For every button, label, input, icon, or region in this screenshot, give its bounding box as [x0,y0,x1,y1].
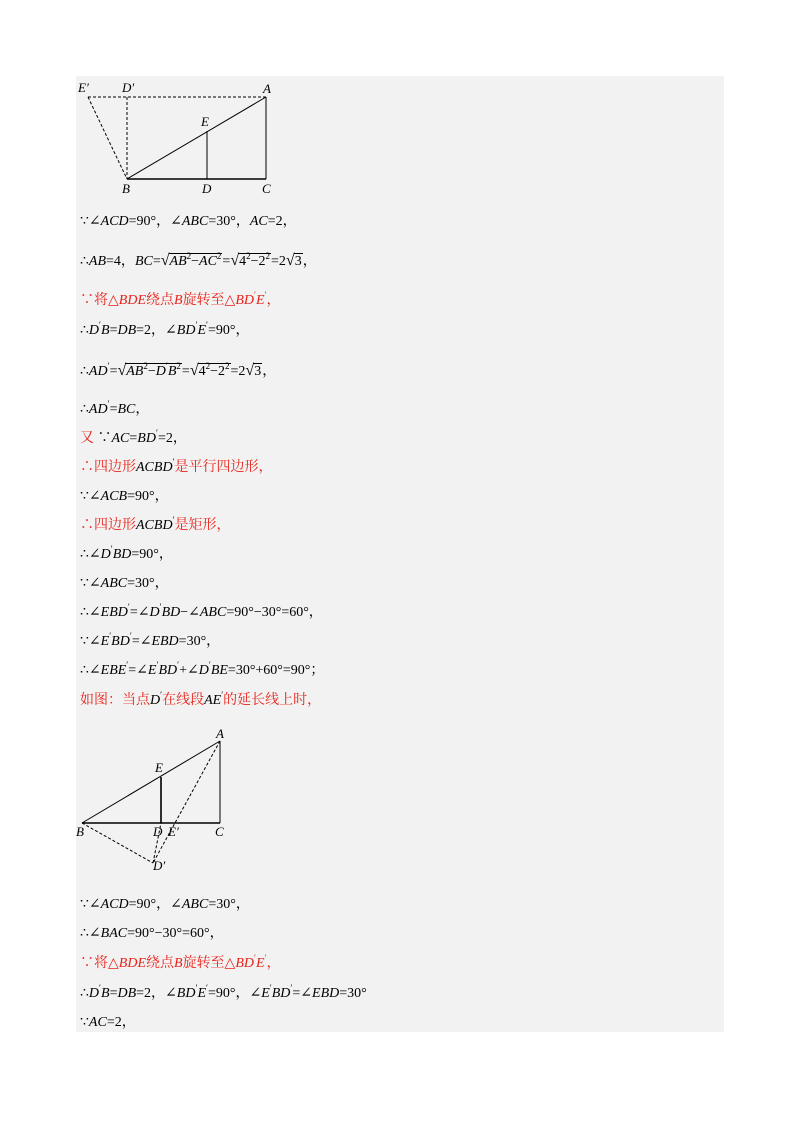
line-21: ∵AC=2， [80,1015,136,1030]
fig2-label-B: B [76,824,84,839]
line-3: ∵将△BDE绕点B旋转至△BD′E′， [80,290,281,308]
fig1-label-C: C [262,181,271,196]
line-18: ∴∠BAC=90°−30°=60°， [80,926,224,941]
line-10: ∴四边形ACBD′是矩形， [80,515,231,533]
line-20: ∴D′B=DB=2，∠BD′E′=90°，∠E′BD′=∠EBD=30° [80,983,367,1001]
line-14: ∵∠E′BD′=∠EBD=30°， [80,631,221,649]
line-7: 又 ∵AC=BD′=2， [80,428,187,446]
figure-1-diagram [76,76,296,201]
line-4: ∴D′B=DB=2，∠BD′E′=90°， [80,320,250,338]
fig2-label-D: D [153,824,163,839]
line-11: ∴∠D′BD=90°， [80,544,173,562]
fig1-label-E-prime: E′ [78,80,89,95]
line-8: ∴四边形ACBD′是平行四边形， [80,457,273,475]
line-15: ∴∠EBE′=∠E′BD′+∠D′BE=30°+60°=90°； [80,660,325,678]
line-9: ∵∠ACB=90°， [80,489,169,504]
fig1-label-A: A [263,81,271,96]
fig2-label-A: A [216,726,224,741]
fig2-label-D-prime: D′ [153,858,166,873]
figure-2 [76,724,296,879]
fig2-label-E: E [155,760,163,775]
fig2-label-C: C [215,824,224,839]
line-6: ∴AD′=BC， [80,399,150,417]
fig2-label-E-prime: E′ [168,824,179,839]
line-5: $\therefore AD'=√AB^2-D'B^2=√4^2-2^2=2√3$， [80,361,277,379]
line-16: 如图：当点D′在线段AE′的延长线上时， [80,690,322,708]
fig1-label-D: D [202,181,212,196]
fig1-label-E: E [201,114,209,129]
line-2: ∴AB=4，$BC=√AB^2-AC^2=√4^2-2^2=2√3$， [80,251,317,269]
fig1-label-B: B [122,181,130,196]
solution-panel [76,76,724,1032]
figure-1 [76,76,296,206]
line-13: ∴∠EBD′=∠D′BD−∠ABC=90°−30°=60°， [80,602,323,620]
line-19: ∵将△BDE绕点B旋转至△BD′E′， [80,953,281,971]
line-1: ∵∠ACD=90°，∠ABC=30°，AC=2， [80,214,297,229]
fig1-label-D-prime: D′ [122,80,135,95]
line-17: ∵∠ACD=90°，∠ABC=30°， [80,897,250,912]
line-12: ∵∠ABC=30°， [80,576,169,591]
figure-2-diagram [76,724,296,874]
